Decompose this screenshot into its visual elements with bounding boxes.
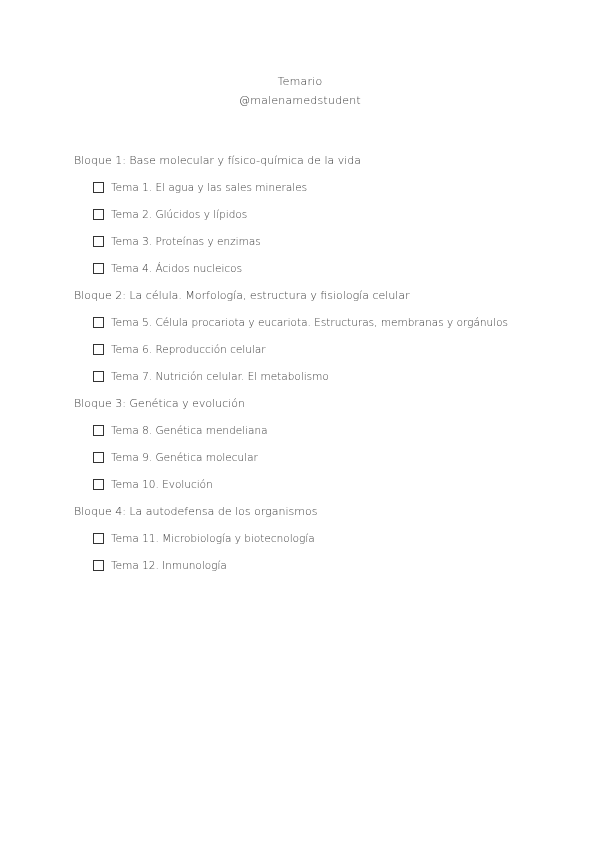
block-title: Bloque 3: Genética y evolución: [74, 397, 245, 410]
topic-item: [74, 260, 574, 287]
topic-checkbox[interactable]: [93, 236, 104, 247]
topic-checkbox[interactable]: [93, 182, 104, 193]
topic-item: [74, 449, 574, 476]
topic-item: [74, 179, 574, 206]
topic-checkbox[interactable]: [93, 560, 104, 571]
topic-item: [74, 368, 574, 395]
topic-label: Tema 10. Evolución: [111, 479, 213, 491]
topic-item: [74, 422, 574, 449]
block-title: Bloque 2: La célula. Morfología, estructura y fisiología celular: [74, 289, 410, 302]
page-title: Temario: [277, 75, 323, 88]
topic-item: [74, 233, 574, 260]
topic-item: [74, 314, 574, 341]
topic-label: Tema 8. Genética mendeliana: [111, 425, 268, 437]
topic-checkbox[interactable]: [93, 344, 104, 355]
topic-item: [74, 206, 574, 233]
topic-checkbox[interactable]: [93, 479, 104, 490]
topic-checkbox[interactable]: [93, 452, 104, 463]
document-header: [0, 72, 600, 110]
topic-checkbox[interactable]: [93, 263, 104, 274]
topic-label: Tema 2. Glúcidos y lípidos: [111, 209, 248, 221]
block-title: Bloque 4: La autodefensa de los organismos: [74, 505, 318, 518]
topic-checkbox[interactable]: [93, 371, 104, 382]
topic-label: Tema 3. Proteínas y enzimas: [111, 236, 261, 248]
syllabus-list: [74, 152, 574, 584]
topic-label: Tema 5. Célula procariota y eucariota. Estructuras, membranas y orgánulos: [111, 317, 509, 329]
topic-checkbox[interactable]: [93, 317, 104, 328]
author-handle: @malenamedstudent: [239, 94, 361, 107]
topic-label: Tema 4. Ácidos nucleicos: [111, 263, 243, 275]
topic-item: [74, 341, 574, 368]
topic-label: Tema 12. Inmunología: [111, 560, 227, 572]
topic-label: Tema 6. Reproducción celular: [111, 344, 266, 356]
topic-label: Tema 9. Genética molecular: [111, 452, 258, 464]
topic-item: [74, 530, 574, 557]
topic-label: Tema 11. Microbiología y biotecnología: [111, 533, 315, 545]
topic-item: [74, 476, 574, 503]
topic-checkbox[interactable]: [93, 425, 104, 436]
topic-checkbox[interactable]: [93, 209, 104, 220]
topic-checkbox[interactable]: [93, 533, 104, 544]
topic-item: [74, 557, 574, 584]
topic-label: Tema 1. El agua y las sales minerales: [111, 182, 308, 194]
block-title: Bloque 1: Base molecular y físico-química de la vida: [74, 154, 362, 167]
topic-label: Tema 7. Nutrición celular. El metabolismo: [111, 371, 329, 383]
